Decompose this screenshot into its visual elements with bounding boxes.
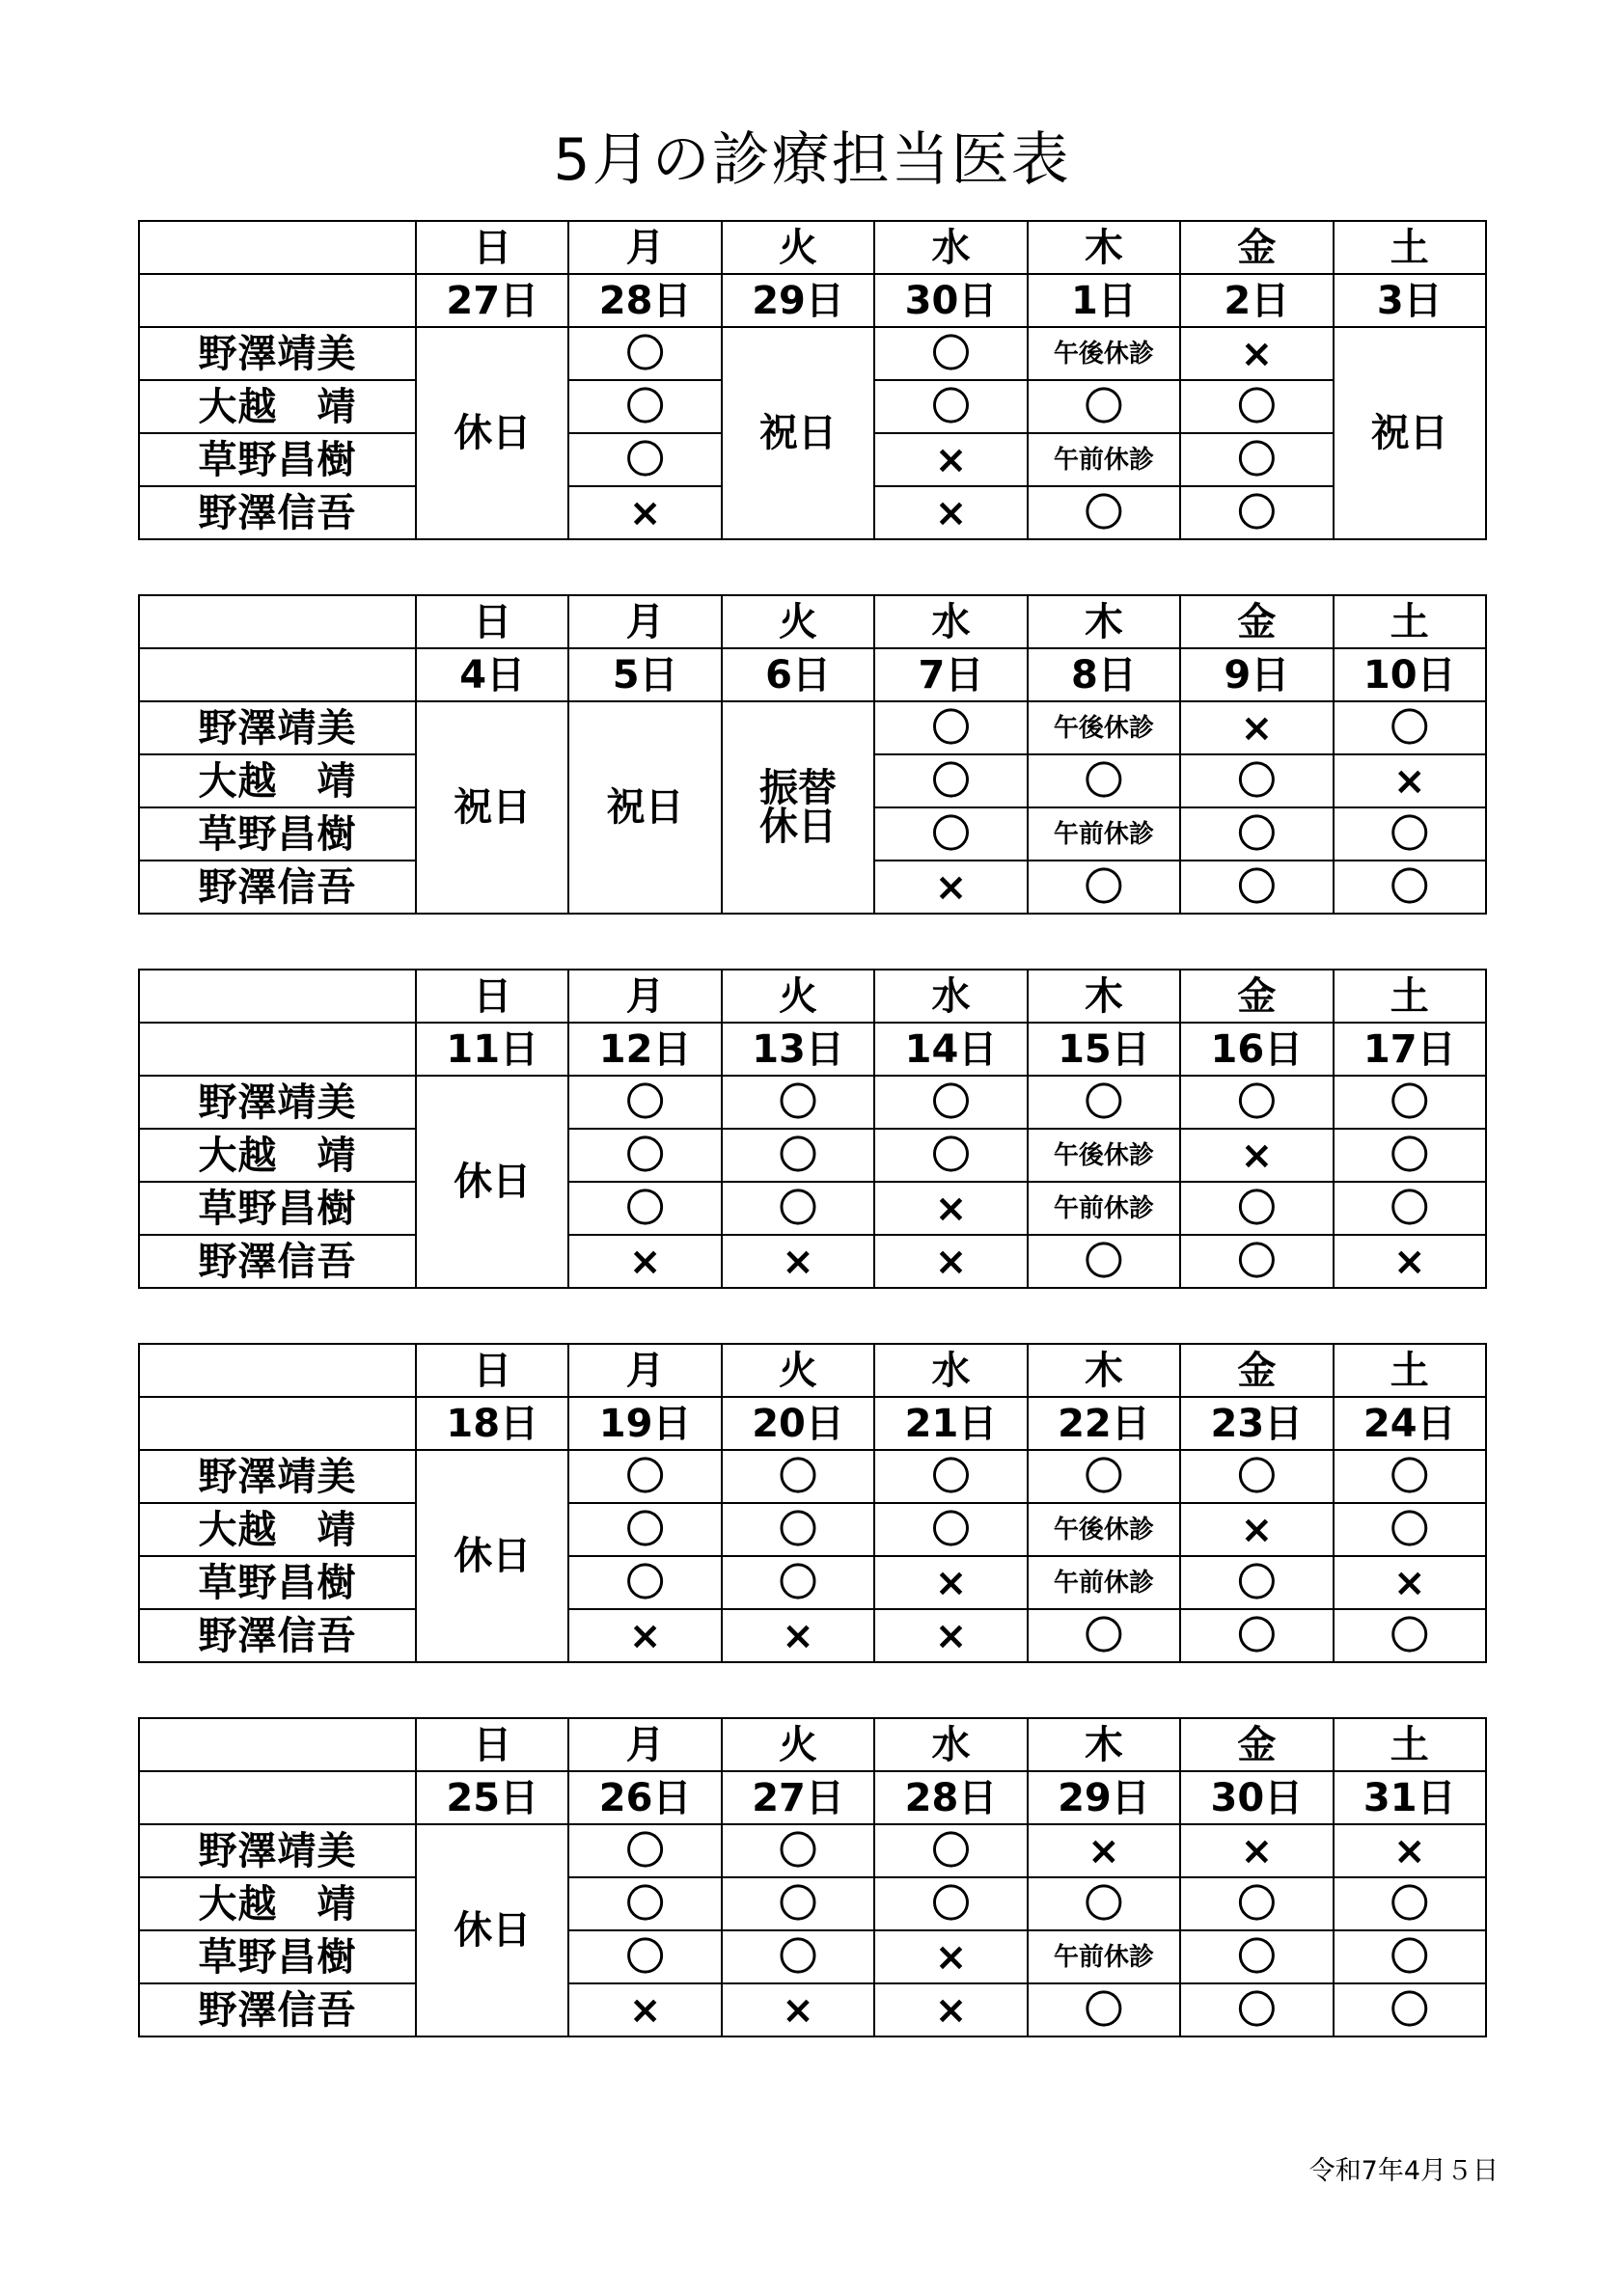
available-mark: 〇 (1028, 1076, 1180, 1129)
weekday-cell: 土 (1334, 595, 1486, 648)
doctor-row (139, 1450, 1486, 1503)
weekday-cell: 木 (1028, 221, 1180, 274)
date-cell: 22日 (1028, 1397, 1180, 1450)
weekday-cell: 金 (1180, 1344, 1333, 1397)
available-mark: 〇 (1334, 701, 1486, 754)
available-mark: 〇 (1334, 1129, 1486, 1182)
header-blank-cell (139, 648, 416, 701)
weekday-cell: 月 (568, 1718, 721, 1771)
available-mark: 〇 (1028, 380, 1180, 433)
date-header-row (139, 274, 1486, 327)
week-table (138, 1717, 1487, 2037)
doctor-row (139, 327, 1486, 380)
doctor-row (139, 1983, 1486, 2036)
date-cell: 6日 (722, 648, 874, 701)
available-mark: 〇 (722, 1824, 874, 1877)
available-mark: 〇 (722, 1076, 874, 1129)
available-mark: 〇 (1180, 380, 1333, 433)
available-mark: 〇 (568, 1824, 721, 1877)
available-mark: 〇 (568, 433, 721, 486)
unavailable-mark: × (568, 1609, 721, 1662)
unavailable-mark: × (1180, 1129, 1333, 1182)
available-mark: 〇 (568, 1182, 721, 1235)
date-header-row (139, 1023, 1486, 1076)
available-mark: 〇 (1180, 1182, 1333, 1235)
date-header-row (139, 1771, 1486, 1824)
weekday-cell: 土 (1334, 1718, 1486, 1771)
holiday-cell: 休日 (416, 1450, 568, 1662)
unavailable-mark: × (874, 1182, 1027, 1235)
unavailable-mark: × (1334, 1556, 1486, 1609)
partial-closure-note: 午前休診 (1028, 1930, 1180, 1983)
unavailable-mark: × (874, 1930, 1027, 1983)
weekday-cell: 日 (416, 595, 568, 648)
available-mark: 〇 (1028, 1983, 1180, 2036)
available-mark: 〇 (1334, 1076, 1486, 1129)
header-blank-cell (139, 221, 416, 274)
holiday-cell: 休日 (416, 1076, 568, 1288)
header-blank-cell (139, 1023, 416, 1076)
available-mark: 〇 (874, 1450, 1027, 1503)
available-mark: 〇 (568, 1503, 721, 1556)
header-blank-cell (139, 1718, 416, 1771)
page-title: 5月の診療担当医表 (553, 126, 1071, 194)
unavailable-mark: × (1334, 1824, 1486, 1877)
doctor-name: 野澤信吾 (139, 861, 416, 914)
weekday-cell: 土 (1334, 970, 1486, 1023)
weekday-cell: 日 (416, 1718, 568, 1771)
weekday-cell: 水 (874, 970, 1027, 1023)
available-mark: 〇 (1180, 1450, 1333, 1503)
date-cell: 9日 (1180, 648, 1333, 701)
doctor-name: 野澤靖美 (139, 701, 416, 754)
doctor-row (139, 1182, 1486, 1235)
available-mark: 〇 (874, 754, 1027, 807)
available-mark: 〇 (874, 1129, 1027, 1182)
date-cell: 5日 (568, 648, 721, 701)
weekday-cell: 金 (1180, 221, 1333, 274)
available-mark: 〇 (1334, 1930, 1486, 1983)
available-mark: 〇 (1180, 1930, 1333, 1983)
unavailable-mark: × (874, 1556, 1027, 1609)
unavailable-mark: × (1334, 754, 1486, 807)
available-mark: 〇 (1180, 861, 1333, 914)
date-cell: 18日 (416, 1397, 568, 1450)
date-cell: 3日 (1334, 274, 1486, 327)
date-cell: 23日 (1180, 1397, 1333, 1450)
holiday-cell: 振替 休日 (722, 701, 874, 914)
date-cell: 20日 (722, 1397, 874, 1450)
available-mark: 〇 (722, 1556, 874, 1609)
available-mark: 〇 (722, 1877, 874, 1930)
doctor-name: 草野昌樹 (139, 1930, 416, 1983)
available-mark: 〇 (874, 1076, 1027, 1129)
weekday-cell: 木 (1028, 970, 1180, 1023)
available-mark: 〇 (722, 1129, 874, 1182)
date-cell: 12日 (568, 1023, 721, 1076)
available-mark: 〇 (722, 1930, 874, 1983)
header-blank-cell (139, 595, 416, 648)
available-mark: 〇 (722, 1182, 874, 1235)
available-mark: 〇 (874, 1877, 1027, 1930)
doctor-row (139, 701, 1486, 754)
doctor-row (139, 1129, 1486, 1182)
unavailable-mark: × (874, 1235, 1027, 1288)
unavailable-mark: × (568, 1983, 721, 2036)
weekday-cell: 木 (1028, 1718, 1180, 1771)
weekday-header-row (139, 595, 1486, 648)
weekday-cell: 月 (568, 595, 721, 648)
date-cell: 13日 (722, 1023, 874, 1076)
date-cell: 14日 (874, 1023, 1027, 1076)
date-cell: 15日 (1028, 1023, 1180, 1076)
unavailable-mark: × (874, 1983, 1027, 2036)
weekday-header-row (139, 221, 1486, 274)
date-cell: 27日 (722, 1771, 874, 1824)
unavailable-mark: × (1334, 1235, 1486, 1288)
date-cell: 11日 (416, 1023, 568, 1076)
holiday-cell: 祝日 (722, 327, 874, 539)
unavailable-mark: × (1028, 1824, 1180, 1877)
weekday-cell: 水 (874, 1718, 1027, 1771)
available-mark: 〇 (1180, 1076, 1333, 1129)
weekday-cell: 火 (722, 970, 874, 1023)
weekday-header-row (139, 1344, 1486, 1397)
available-mark: 〇 (1028, 861, 1180, 914)
weekday-cell: 金 (1180, 970, 1333, 1023)
available-mark: 〇 (568, 380, 721, 433)
doctor-row (139, 1503, 1486, 1556)
header-blank-cell (139, 274, 416, 327)
doctor-name: 大越 靖 (139, 754, 416, 807)
unavailable-mark: × (568, 1235, 721, 1288)
doctor-name: 大越 靖 (139, 1877, 416, 1930)
available-mark: 〇 (722, 1450, 874, 1503)
weekday-cell: 水 (874, 1344, 1027, 1397)
partial-closure-note: 午後休診 (1028, 1503, 1180, 1556)
date-cell: 24日 (1334, 1397, 1486, 1450)
date-cell: 28日 (568, 274, 721, 327)
date-cell: 17日 (1334, 1023, 1486, 1076)
date-cell: 31日 (1334, 1771, 1486, 1824)
schedule-tables (138, 220, 1487, 2091)
available-mark: 〇 (1028, 1877, 1180, 1930)
doctor-name: 大越 靖 (139, 1129, 416, 1182)
doctor-name: 大越 靖 (139, 380, 416, 433)
holiday-cell: 祝日 (1334, 327, 1486, 539)
unavailable-mark: × (1180, 1503, 1333, 1556)
available-mark: 〇 (568, 1877, 721, 1930)
unavailable-mark: × (722, 1235, 874, 1288)
date-cell: 28日 (874, 1771, 1027, 1824)
weekday-cell: 日 (416, 221, 568, 274)
available-mark: 〇 (1028, 1235, 1180, 1288)
weekday-cell: 月 (568, 221, 721, 274)
week-table (138, 220, 1487, 540)
weekday-header-row (139, 1718, 1486, 1771)
holiday-cell: 休日 (416, 1824, 568, 2036)
available-mark: 〇 (1028, 1609, 1180, 1662)
doctor-row (139, 1235, 1486, 1288)
weekday-cell: 金 (1180, 595, 1333, 648)
header-blank-cell (139, 1771, 416, 1824)
doctor-row (139, 1824, 1486, 1877)
available-mark: 〇 (874, 1503, 1027, 1556)
date-cell: 8日 (1028, 648, 1180, 701)
week-table (138, 594, 1487, 915)
doctor-row (139, 1076, 1486, 1129)
date-cell: 16日 (1180, 1023, 1333, 1076)
date-cell: 7日 (874, 648, 1027, 701)
partial-closure-note: 午後休診 (1028, 327, 1180, 380)
available-mark: 〇 (1180, 754, 1333, 807)
unavailable-mark: × (874, 1609, 1027, 1662)
available-mark: 〇 (568, 1076, 721, 1129)
unavailable-mark: × (1180, 1824, 1333, 1877)
doctor-row (139, 1930, 1486, 1983)
available-mark: 〇 (568, 1556, 721, 1609)
date-cell: 1日 (1028, 274, 1180, 327)
doctor-row (139, 1877, 1486, 1930)
partial-closure-note: 午前休診 (1028, 1556, 1180, 1609)
weekday-cell: 金 (1180, 1718, 1333, 1771)
doctor-name: 草野昌樹 (139, 807, 416, 861)
available-mark: 〇 (1180, 486, 1333, 539)
week-table (138, 1343, 1487, 1663)
available-mark: 〇 (1334, 1450, 1486, 1503)
weekday-cell: 火 (722, 1718, 874, 1771)
available-mark: 〇 (722, 1503, 874, 1556)
date-cell: 2日 (1180, 274, 1333, 327)
unavailable-mark: × (568, 486, 721, 539)
unavailable-mark: × (1180, 701, 1333, 754)
holiday-cell: 休日 (416, 327, 568, 539)
week-table (138, 969, 1487, 1289)
date-header-row (139, 648, 1486, 701)
available-mark: 〇 (568, 1450, 721, 1503)
available-mark: 〇 (1334, 1609, 1486, 1662)
date-cell: 21日 (874, 1397, 1027, 1450)
available-mark: 〇 (1180, 1877, 1333, 1930)
date-cell: 30日 (1180, 1771, 1333, 1824)
available-mark: 〇 (1180, 433, 1333, 486)
available-mark: 〇 (1334, 1182, 1486, 1235)
available-mark: 〇 (1180, 1609, 1333, 1662)
doctor-name: 野澤靖美 (139, 327, 416, 380)
date-cell: 29日 (1028, 1771, 1180, 1824)
available-mark: 〇 (1334, 861, 1486, 914)
date-cell: 10日 (1334, 648, 1486, 701)
weekday-cell: 日 (416, 970, 568, 1023)
doctor-name: 野澤靖美 (139, 1824, 416, 1877)
available-mark: 〇 (874, 807, 1027, 861)
partial-closure-note: 午前休診 (1028, 807, 1180, 861)
doctor-name: 野澤信吾 (139, 1983, 416, 2036)
doctor-row (139, 1609, 1486, 1662)
holiday-cell: 祝日 (568, 701, 721, 914)
weekday-cell: 月 (568, 1344, 721, 1397)
doctor-name: 野澤信吾 (139, 1235, 416, 1288)
date-cell: 29日 (722, 274, 874, 327)
issue-date: 令和7年4月５日 (1308, 2156, 1499, 2186)
available-mark: 〇 (1180, 1235, 1333, 1288)
date-header-row (139, 1397, 1486, 1450)
available-mark: 〇 (874, 1824, 1027, 1877)
date-cell: 27日 (416, 274, 568, 327)
weekday-cell: 火 (722, 1344, 874, 1397)
doctor-name: 野澤靖美 (139, 1450, 416, 1503)
partial-closure-note: 午後休診 (1028, 701, 1180, 754)
available-mark: 〇 (1334, 807, 1486, 861)
available-mark: 〇 (874, 327, 1027, 380)
unavailable-mark: × (874, 433, 1027, 486)
doctor-name: 野澤信吾 (139, 1609, 416, 1662)
partial-closure-note: 午前休診 (1028, 1182, 1180, 1235)
unavailable-mark: × (874, 486, 1027, 539)
available-mark: 〇 (568, 327, 721, 380)
doctor-name: 野澤靖美 (139, 1076, 416, 1129)
partial-closure-note: 午前休診 (1028, 433, 1180, 486)
available-mark: 〇 (1028, 486, 1180, 539)
doctor-name: 草野昌樹 (139, 1556, 416, 1609)
available-mark: 〇 (1334, 1877, 1486, 1930)
holiday-cell: 祝日 (416, 701, 568, 914)
date-cell: 25日 (416, 1771, 568, 1824)
weekday-cell: 火 (722, 221, 874, 274)
doctor-name: 草野昌樹 (139, 1182, 416, 1235)
unavailable-mark: × (722, 1983, 874, 2036)
available-mark: 〇 (1180, 807, 1333, 861)
available-mark: 〇 (1334, 1983, 1486, 2036)
available-mark: 〇 (1028, 1450, 1180, 1503)
available-mark: 〇 (1180, 1983, 1333, 2036)
weekday-cell: 木 (1028, 1344, 1180, 1397)
weekday-cell: 月 (568, 970, 721, 1023)
available-mark: 〇 (1334, 1503, 1486, 1556)
available-mark: 〇 (568, 1930, 721, 1983)
weekday-cell: 水 (874, 221, 1027, 274)
unavailable-mark: × (874, 861, 1027, 914)
doctor-name: 草野昌樹 (139, 433, 416, 486)
weekday-cell: 日 (416, 1344, 568, 1397)
date-cell: 30日 (874, 274, 1027, 327)
available-mark: 〇 (1180, 1556, 1333, 1609)
header-blank-cell (139, 1397, 416, 1450)
available-mark: 〇 (874, 701, 1027, 754)
partial-closure-note: 午後休診 (1028, 1129, 1180, 1182)
doctor-row (139, 1556, 1486, 1609)
weekday-cell: 木 (1028, 595, 1180, 648)
weekday-cell: 火 (722, 595, 874, 648)
header-blank-cell (139, 970, 416, 1023)
available-mark: 〇 (874, 380, 1027, 433)
date-cell: 26日 (568, 1771, 721, 1824)
unavailable-mark: × (1180, 327, 1333, 380)
unavailable-mark: × (722, 1609, 874, 1662)
header-blank-cell (139, 1344, 416, 1397)
weekday-cell: 土 (1334, 221, 1486, 274)
doctor-name: 野澤信吾 (139, 486, 416, 539)
weekday-cell: 水 (874, 595, 1027, 648)
weekday-cell: 土 (1334, 1344, 1486, 1397)
doctor-name: 大越 靖 (139, 1503, 416, 1556)
date-cell: 19日 (568, 1397, 721, 1450)
available-mark: 〇 (1028, 754, 1180, 807)
date-cell: 4日 (416, 648, 568, 701)
weekday-header-row (139, 970, 1486, 1023)
available-mark: 〇 (568, 1129, 721, 1182)
